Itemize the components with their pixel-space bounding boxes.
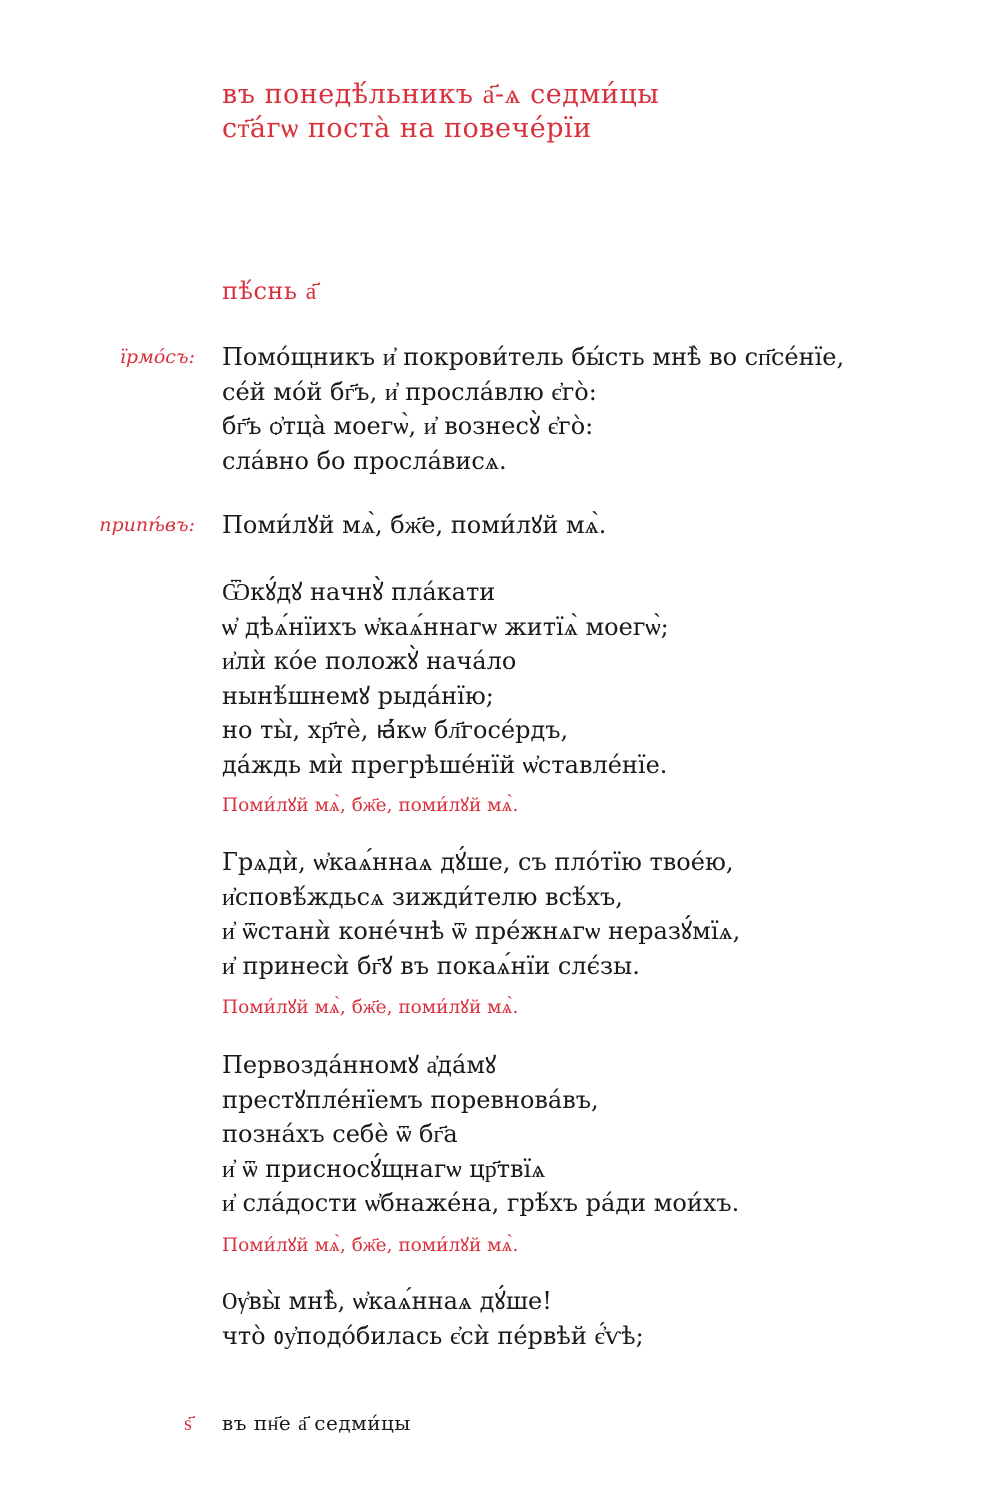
troparion-3 bbox=[222, 1048, 739, 1221]
title-line-2: ст҃а́гѡ поста̀ на повече́рїи bbox=[222, 113, 592, 144]
troparion-line: и҆ сла́дости ѡ҆бнаже́на, грѣ́хъ ра́ди мои́хъ. bbox=[222, 1189, 740, 1217]
troparion-1 bbox=[222, 575, 669, 782]
irmos-line: Помо́щникъ и҆ покрови́тель бы́сть мнѣ̀ во сп҃се́нїе, bbox=[222, 343, 845, 371]
troparion-line: и҆ ѿ присносꙋ́щнагѡ цр҃твїѧ bbox=[222, 1154, 546, 1183]
irmos-text bbox=[222, 340, 844, 478]
refrain-main-text: Поми́лꙋй мѧ̀, бж҃е, поми́лꙋй мѧ̀. bbox=[222, 511, 607, 539]
irmos-line: бг҃ъ ѻ҆тца̀ моегѡ̀, и҆ вознесꙋ̀ є҆го̀: bbox=[222, 412, 594, 440]
irmos-line: се́й мо́й бг҃ъ, и҆ просла́влю є҆го̀: bbox=[222, 377, 597, 406]
refrain-1: Поми́лꙋй мѧ̀, бж҃е, поми́лꙋй мѧ̀. bbox=[222, 795, 519, 816]
refrain-3: Поми́лꙋй мѧ̀, бж҃е, поми́лꙋй мѧ̀. bbox=[222, 1235, 519, 1256]
troparion-line: Первозда́нномꙋ а҆да́мꙋ bbox=[222, 1051, 497, 1079]
irmos-line: сла́вно бо просла́висѧ. bbox=[222, 446, 507, 475]
troparion-line: ѡ҆ дѣѧ́нїихъ ѡ҆каѧ́ннагѡ житїѧ̀ моегѡ̀; bbox=[222, 612, 669, 641]
ode-title: пѣ́снь а҃ bbox=[222, 277, 317, 305]
troparion-line: и҆ принесѝ бг҃ꙋ въ покаѧ́нїи слє́зы. bbox=[222, 951, 640, 980]
troparion-line: позна́хъ себѐ ѿ бг҃а bbox=[222, 1120, 458, 1148]
troparion-4 bbox=[222, 1284, 644, 1353]
irmos-label: їрмо́съ: bbox=[119, 346, 195, 368]
troparion-line: престꙋпле́нїемъ поревнова́въ, bbox=[222, 1085, 599, 1114]
troparion-line: и҆ ѿстанѝ коне́чнѣ ѿ пре́жнѧгѡ неразꙋ́мїѧ, bbox=[222, 917, 741, 945]
running-title: въ пн҃е а҃ седми́цы bbox=[222, 1411, 411, 1435]
title-line-1: въ понедѣ́льникъ а҃-ѧ седми́цы bbox=[222, 79, 660, 110]
troparion-line: но ты̀, хр҃тѐ, ꙗ҆́кѡ бл҃госе́рдъ, bbox=[222, 716, 569, 744]
troparion-line: Ѹ҆вы̀ мнѣ̀, ѡ҆каѧ́ннаѧ дꙋ́ше! bbox=[222, 1287, 552, 1315]
troparion-line: и҆лѝ ко́е положꙋ̀ нача́ло bbox=[222, 647, 517, 675]
troparion-line: Грѧдѝ, ѡ҆каѧ́ннаѧ дꙋ́ше, съ пло́тїю твое́ю, bbox=[222, 848, 734, 876]
page-number: ѕ҃ bbox=[184, 1411, 192, 1435]
refrain-2: Поми́лꙋй мѧ̀, бж҃е, поми́лꙋй мѧ̀. bbox=[222, 997, 519, 1018]
troparion-line: что̀ ᲂу҆подо́билась є҆сѝ пе́рвѣй є҆́ѵѣ; bbox=[222, 1321, 644, 1350]
page-title bbox=[222, 78, 659, 146]
troparion-line: да́ждь мѝ прегрѣше́нїй ѡ҆ставле́нїе. bbox=[222, 750, 668, 779]
troparion-line: Ѿкꙋ́дꙋ начнꙋ̀ пла́кати bbox=[222, 578, 496, 606]
troparion-line: и҆сповѣ́ждьсѧ зижди́телю всѣ́хъ, bbox=[222, 882, 623, 911]
refrain-label: припѣ́въ: bbox=[99, 514, 195, 536]
troparion-line: нынѣ́шнемꙋ рыда́нїю; bbox=[222, 681, 494, 710]
troparion-2 bbox=[222, 845, 740, 983]
